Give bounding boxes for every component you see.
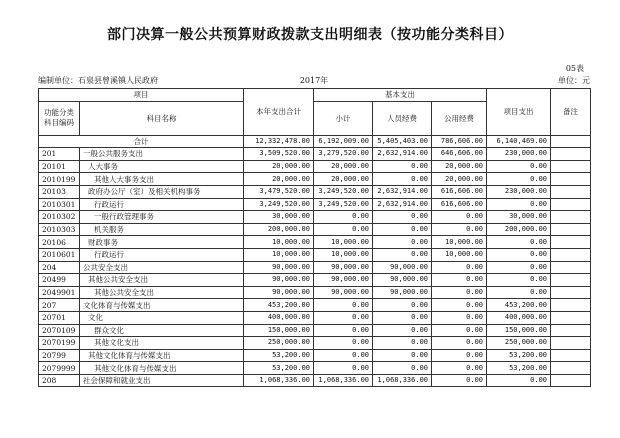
subtotal-cell: 20,000.00: [314, 173, 373, 186]
subtotal-cell: 10,000.00: [314, 248, 373, 261]
name-cell: 其他公共安全支出: [80, 274, 244, 287]
header-public: 公用经费: [432, 101, 487, 135]
code-cell: 208: [39, 374, 80, 387]
code-cell: 2010302: [39, 211, 80, 224]
subtotal-cell: 0.00: [314, 337, 373, 350]
project-cell: 0.00: [487, 173, 551, 186]
remark-cell: [551, 311, 591, 324]
compiling-unit: 编制单位：石泉县曾溪镇人民政府: [38, 76, 158, 85]
name-cell: 一般公共服务支出: [80, 148, 244, 161]
subtotal-cell: 0.00: [314, 211, 373, 224]
table-row: [39, 349, 591, 362]
table-row: [39, 185, 591, 198]
project-cell: 0.00: [487, 286, 551, 299]
project-cell: 150,000.00: [487, 324, 551, 337]
total-cell: 3,509,520.00: [244, 148, 314, 161]
remark-cell: [551, 198, 591, 211]
code-cell: 2010301: [39, 198, 80, 211]
table-row: [39, 324, 591, 337]
code-cell: 2070199: [39, 337, 80, 350]
project-cell: 230,000.00: [487, 148, 551, 161]
remark-cell: [551, 248, 591, 261]
subtotal-cell: 3,279,520.00: [314, 148, 373, 161]
name-cell: 其他文化体育与传媒支出: [80, 362, 244, 375]
name-cell: 人大事务: [80, 160, 244, 173]
total-row: [39, 135, 591, 148]
public-cell: 0.00: [432, 299, 487, 312]
public-cell: 0.00: [432, 274, 487, 287]
total-cell: 12,332,478.00: [244, 135, 314, 148]
page-title: 部门决算一般公共预算财政拨款支出明细表（按功能分类科目）: [107, 27, 513, 43]
subtotal-cell: 0.00: [314, 299, 373, 312]
public-cell: 616,606.00: [432, 198, 487, 211]
project-cell: 230,000.00: [487, 185, 551, 198]
header-project: 项目: [39, 89, 244, 102]
table-row: [39, 362, 591, 375]
subtotal-cell: 0.00: [314, 223, 373, 236]
personnel-cell: 90,000.00: [373, 274, 432, 287]
table-row: [39, 211, 591, 224]
remark-cell: [551, 286, 591, 299]
table-row: [39, 236, 591, 249]
subtotal-cell: 0.00: [314, 324, 373, 337]
remark-cell: [551, 324, 591, 337]
remark-cell: [551, 337, 591, 350]
name-cell: 其他人大事务支出: [80, 173, 244, 186]
code-cell: 2010199: [39, 173, 80, 186]
personnel-cell: 0.00: [373, 236, 432, 249]
header-remark: 备注: [551, 89, 591, 136]
header-basic: 基本支出: [314, 89, 487, 102]
code-cell: 2070109: [39, 324, 80, 337]
code-cell: 204: [39, 261, 80, 274]
table-row: [39, 299, 591, 312]
personnel-cell: 0.00: [373, 211, 432, 224]
total-cell: 3,249,520.00: [244, 198, 314, 211]
public-cell: 0.00: [432, 324, 487, 337]
code-cell: 20103: [39, 185, 80, 198]
public-cell: 0.00: [432, 349, 487, 362]
table-row: [39, 173, 591, 186]
total-cell: 20,000.00: [244, 160, 314, 173]
code-cell: 20106: [39, 236, 80, 249]
project-cell: 0.00: [487, 248, 551, 261]
project-cell: 0.00: [487, 374, 551, 387]
remark-cell: [551, 185, 591, 198]
subtotal-cell: 6,192,009.00: [314, 135, 373, 148]
subtotal-cell: 90,000.00: [314, 274, 373, 287]
personnel-cell: 0.00: [373, 362, 432, 375]
header-subtotal: 小计: [314, 101, 373, 135]
expenditure-table: [38, 88, 591, 387]
code-cell: 20701: [39, 311, 80, 324]
subtotal-cell: 10,000.00: [314, 236, 373, 249]
public-cell: 0.00: [432, 311, 487, 324]
total-cell: 3,479,520.00: [244, 185, 314, 198]
code-cell: 20499: [39, 274, 80, 287]
public-cell: 20,000.00: [432, 160, 487, 173]
table-row: [39, 148, 591, 161]
personnel-cell: 90,000.00: [373, 261, 432, 274]
project-cell: 0.00: [487, 236, 551, 249]
header-name: 科目名称: [80, 101, 244, 135]
personnel-cell: 0.00: [373, 324, 432, 337]
remark-cell: [551, 261, 591, 274]
subtotal-cell: 0.00: [314, 349, 373, 362]
name-cell: 其他公共安全支出: [80, 286, 244, 299]
name-cell: 文化体育与传媒支出: [80, 299, 244, 312]
name-cell: 群众文化: [80, 324, 244, 337]
project-cell: 400,000.00: [487, 311, 551, 324]
table-row: [39, 198, 591, 211]
personnel-cell: 0.00: [373, 299, 432, 312]
table-row: [39, 248, 591, 261]
project-cell: 53,200.00: [487, 349, 551, 362]
remark-cell: [551, 135, 591, 148]
total-label: 合计: [39, 135, 244, 148]
subtotal-cell: 1,068,336.00: [314, 374, 373, 387]
total-cell: 400,000.00: [244, 311, 314, 324]
subtotal-cell: 20,000.00: [314, 160, 373, 173]
code-cell: 2010601: [39, 248, 80, 261]
public-cell: 0.00: [432, 362, 487, 375]
project-cell: 53,200.00: [487, 362, 551, 375]
public-cell: 0.00: [432, 374, 487, 387]
personnel-cell: 2,632,914.00: [373, 185, 432, 198]
name-cell: 财政事务: [80, 236, 244, 249]
code-cell: 20101: [39, 160, 80, 173]
public-cell: 0.00: [432, 211, 487, 224]
remark-cell: [551, 211, 591, 224]
name-cell: 一般行政管理事务: [80, 211, 244, 224]
public-cell: 646,606.00: [432, 148, 487, 161]
subtotal-cell: 90,000.00: [314, 261, 373, 274]
header-personnel: 人员经费: [373, 101, 432, 135]
code-cell: 207: [39, 299, 80, 312]
code-cell: 2010303: [39, 223, 80, 236]
public-cell: 786,606.00: [432, 135, 487, 148]
personnel-cell: 90,000.00: [373, 286, 432, 299]
personnel-cell: 0.00: [373, 311, 432, 324]
personnel-cell: 0.00: [373, 337, 432, 350]
code-cell: 2049901: [39, 286, 80, 299]
personnel-cell: 0.00: [373, 248, 432, 261]
remark-cell: [551, 374, 591, 387]
project-cell: 250,000.00: [487, 337, 551, 350]
header-total: 本年支出合计: [244, 89, 314, 136]
personnel-cell: 1,068,336.00: [373, 374, 432, 387]
total-cell: 10,000.00: [244, 248, 314, 261]
name-cell: 公共安全支出: [80, 261, 244, 274]
personnel-cell: 2,632,914.00: [373, 148, 432, 161]
public-cell: 0.00: [432, 223, 487, 236]
subtotal-cell: 3,249,520.00: [314, 198, 373, 211]
remark-cell: [551, 223, 591, 236]
table-row: [39, 261, 591, 274]
table-row: [39, 160, 591, 173]
remark-cell: [551, 274, 591, 287]
subtotal-cell: 0.00: [314, 311, 373, 324]
code-cell: 201: [39, 148, 80, 161]
personnel-cell: 0.00: [373, 160, 432, 173]
table-row: [39, 374, 591, 387]
name-cell: 其他文化体育与传媒支出: [80, 349, 244, 362]
header-code: 功能分类科目编码: [39, 101, 80, 135]
code-cell: 2079999: [39, 362, 80, 375]
subtotal-cell: 0.00: [314, 362, 373, 375]
project-cell: 0.00: [487, 198, 551, 211]
total-cell: 90,000.00: [244, 286, 314, 299]
code-cell: 20799: [39, 349, 80, 362]
remark-cell: [551, 160, 591, 173]
header-project-expense: 项目支出: [487, 89, 551, 136]
name-cell: 行政运行: [80, 198, 244, 211]
table-row: [39, 337, 591, 350]
public-cell: 616,606.00: [432, 185, 487, 198]
remark-cell: [551, 362, 591, 375]
remark-cell: [551, 349, 591, 362]
table-row: [39, 311, 591, 324]
total-cell: 1,068,336.00: [244, 374, 314, 387]
table-number: 05表: [565, 64, 584, 73]
currency-unit: 单位：元: [558, 76, 590, 85]
remark-cell: [551, 236, 591, 249]
subtotal-cell: 90,000.00: [314, 286, 373, 299]
personnel-cell: 5,405,403.00: [373, 135, 432, 148]
project-cell: 6,140,469.00: [487, 135, 551, 148]
total-cell: 200,000.00: [244, 223, 314, 236]
total-cell: 250,000.00: [244, 337, 314, 350]
public-cell: 0.00: [432, 261, 487, 274]
name-cell: 行政运行: [80, 248, 244, 261]
total-cell: 53,200.00: [244, 349, 314, 362]
total-cell: 90,000.00: [244, 261, 314, 274]
total-cell: 90,000.00: [244, 274, 314, 287]
project-cell: 453,200.00: [487, 299, 551, 312]
public-cell: 0.00: [432, 337, 487, 350]
total-cell: 30,000.00: [244, 211, 314, 224]
report-year: 2017年: [299, 76, 329, 85]
subtotal-cell: 3,249,520.00: [314, 185, 373, 198]
name-cell: 政府办公厅（室）及相关机构事务: [80, 185, 244, 198]
remark-cell: [551, 148, 591, 161]
name-cell: 其他文化支出: [80, 337, 244, 350]
table-row: [39, 274, 591, 287]
project-cell: 200,000.00: [487, 223, 551, 236]
project-cell: 0.00: [487, 274, 551, 287]
project-cell: 0.00: [487, 160, 551, 173]
personnel-cell: 0.00: [373, 223, 432, 236]
remark-cell: [551, 299, 591, 312]
meta-line: [38, 75, 590, 87]
total-cell: 53,200.00: [244, 362, 314, 375]
public-cell: 20,000.00: [432, 173, 487, 186]
total-cell: 150,000.00: [244, 324, 314, 337]
name-cell: 机关服务: [80, 223, 244, 236]
table-row: [39, 286, 591, 299]
remark-cell: [551, 173, 591, 186]
total-cell: 453,200.00: [244, 299, 314, 312]
personnel-cell: 0.00: [373, 173, 432, 186]
project-cell: 30,000.00: [487, 211, 551, 224]
personnel-cell: 2,632,914.00: [373, 198, 432, 211]
total-cell: 20,000.00: [244, 173, 314, 186]
public-cell: 10,000.00: [432, 248, 487, 261]
name-cell: 社会保障和就业支出: [80, 374, 244, 387]
public-cell: 10,000.00: [432, 236, 487, 249]
public-cell: 0.00: [432, 286, 487, 299]
name-cell: 文化: [80, 311, 244, 324]
project-cell: 0.00: [487, 261, 551, 274]
total-cell: 10,000.00: [244, 236, 314, 249]
personnel-cell: 0.00: [373, 349, 432, 362]
table-row: [39, 223, 591, 236]
